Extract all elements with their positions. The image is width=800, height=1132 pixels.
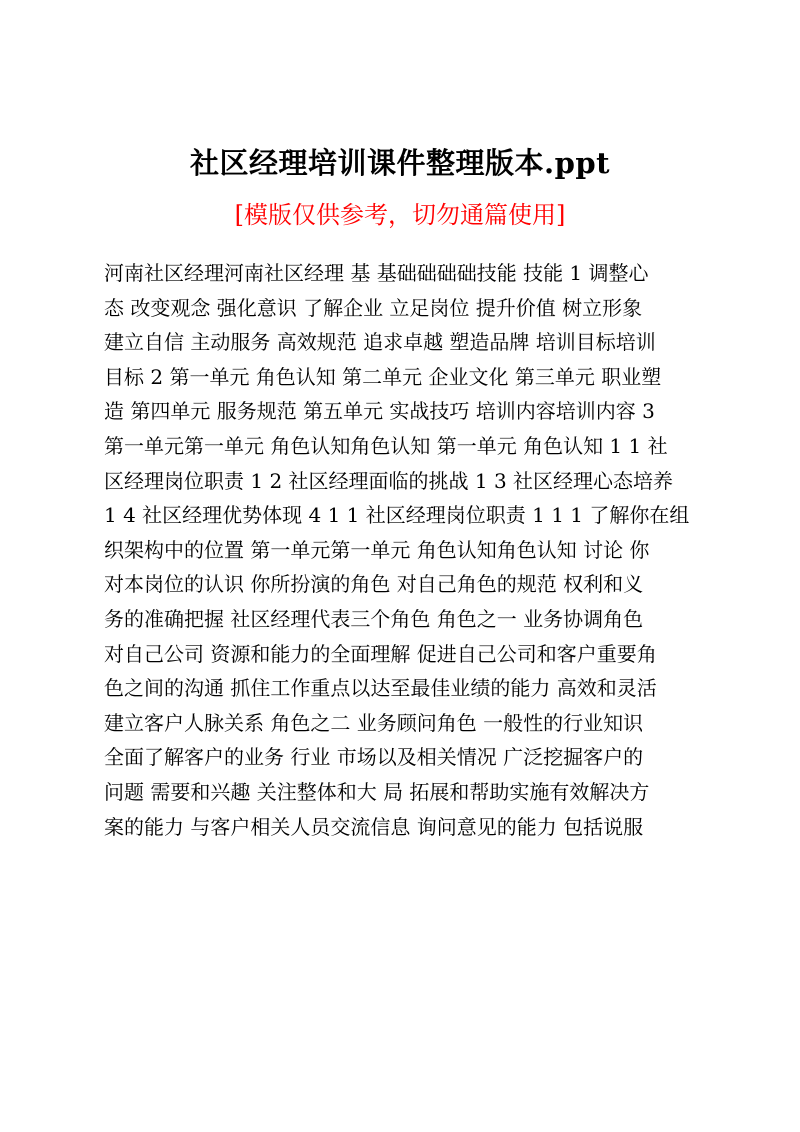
text-line: 问题 需要和兴趣 关注整体和大 局 拓展和帮助实施有效解决方 xyxy=(104,779,650,804)
text-line: 建立客户人脉关系 角色之二 业务顾问角色 一般性的行业知识 xyxy=(104,710,644,735)
text-line: 1 4 社区经理优势体现 4 1 1 社区经理岗位职责 1 1 1 了解你在组 xyxy=(104,503,690,528)
text-line: 造 第四单元 服务规范 第五单元 实战技巧 培训内容培训内容 3 xyxy=(104,399,655,424)
text-line: 全面了解客户的业务 行业 市场以及相关情况 广泛挖掘客户的 xyxy=(104,745,644,770)
text-line: 建立自信 主动服务 高效规范 追求卓越 塑造品牌 培训目标培训 xyxy=(104,330,656,355)
text-line: 第一单元第一单元 角色认知角色认知 第一单元 角色认知 1 1 社 xyxy=(104,433,668,458)
text-line: 目标 2 第一单元 角色认知 第二单元 企业文化 第三单元 职业塑 xyxy=(104,364,662,389)
text-line: 区经理岗位职责 1 2 社区经理面临的挑战 1 3 社区经理心态培养 xyxy=(104,468,674,493)
template-disclaimer: [模版仅供参考，切勿通篇使用] xyxy=(234,201,566,229)
text-line: 对自己公司 资源和能力的全面理解 促进自己公司和客户重要角 xyxy=(104,641,657,666)
text-line: 务的准确把握 社区经理代表三个角色 角色之一 业务协调角色 xyxy=(104,606,644,631)
text-line: 织架构中的位置 第一单元第一单元 角色认知角色认知 讨论 你 xyxy=(104,537,650,562)
text-line: 对本岗位的认识 你所扮演的角色 对自己角色的规范 权利和义 xyxy=(104,572,644,597)
text-line: 案的能力 与客户相关人员交流信息 询问意见的能力 包括说服 xyxy=(104,814,644,839)
text-line: 色之间的沟通 抓住工作重点以达至最佳业绩的能力 高效和灵活 xyxy=(104,676,657,701)
document-title: 社区经理培训课件整理版本.ppt xyxy=(189,146,611,180)
body-text xyxy=(104,256,704,844)
text-line: 河南社区经理河南社区经理 基 基础础础础技能 技能 1 调整心 xyxy=(104,261,649,285)
text-line: 态 改变观念 强化意识 了解企业 立足岗位 提升价值 树立形象 xyxy=(104,295,643,320)
